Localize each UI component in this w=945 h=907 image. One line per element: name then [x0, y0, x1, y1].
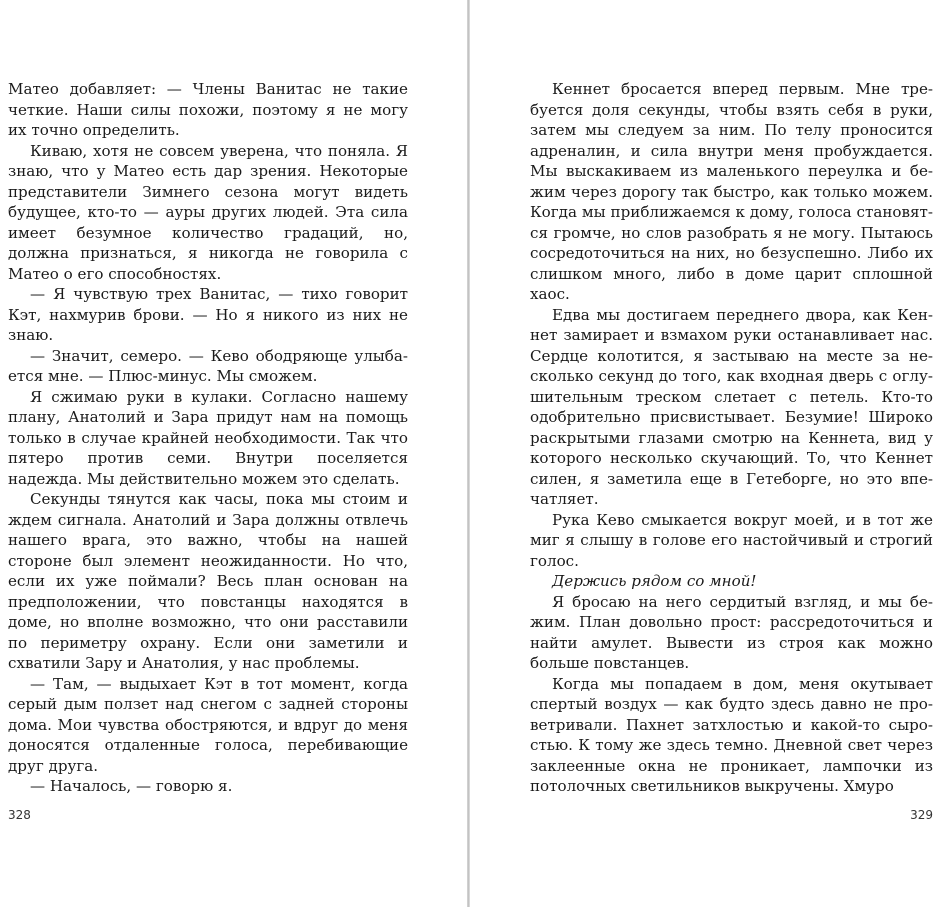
left-page-text	[8, 79, 408, 797]
book-gutter	[467, 0, 470, 907]
paragraph: Я бросаю на него сердитый взгляд, и мы бежим. План довольно прост: рассредоточиться и найти амулет. Вывести из строя как можно больше повстанцев.	[530, 592, 933, 672]
paragraph: — Я чувствую трех Ванитас, — тихо говорит Кэт, нахмурив брови. — Но я никого из них не знаю.	[8, 285, 408, 344]
right-page	[471, 0, 945, 907]
right-page-text	[530, 79, 933, 797]
page-number-right: 329	[910, 808, 933, 822]
paragraph: Кеннет бросается вперед первым. Мне требуется доля секунды, чтобы взять себя в руки, затем мы следуем за ним. По телу проносится адреналин, и сила внутри меня пробуждается. Мы выскакиваем из маленького переулка и бежим через дорогу так быстро, как только можем. Когда мы приближаемся к дому, голоса становятся громче, но слов разобрать я не могу. Пытаюсь сосредоточиться на них, но безуспешно. Либо их слишком много, либо в доме царит сплошной хаос.	[530, 80, 933, 303]
paragraph: Рука Кево смыкается вокруг моей, и в тот же миг я слышу в голове его настойчивый и строгий голос.	[530, 510, 933, 570]
paragraph: — Там, — выдыхает Кэт в тот момент, когда серый дым ползет над снегом с задней стороны дома. Мои чувства обостряются, и вдруг до меня доносятся отдаленные голоса, перебивающие друг друга.	[8, 674, 408, 775]
page-number-left: 328	[8, 808, 31, 822]
paragraph: Я сжимаю руки в кулаки. Согласно нашему плану, Анатолий и Зара придут нам на помощь только в случае крайней необходимости. Так что пятеро против семи. Внутри поселяется надежда. Мы действительно можем это сделать.	[8, 387, 408, 488]
italic-thought-paragraph: Держись рядом со мной!	[552, 572, 757, 590]
paragraph: — Началось, — говорю я.	[30, 777, 233, 795]
paragraph: Когда мы попадаем в дом, меня окутывает спертый воздух — как будто здесь давно не проветривали. Пахнет затхлостью и какой-то сыростью. К тому же здесь темно. Дневной свет через заклеенные окна не проникает, лампочки из потолочных светильников выкручены. Хмуро	[530, 674, 933, 795]
paragraph: Матео добавляет: — Члены Ванитас не такие четкие. Наши силы похожи, поэтому я не могу их точно определить.	[8, 80, 408, 139]
paragraph: Киваю, хотя не совсем уверена, что поняла. Я знаю, что у Матео есть дар зрения. Некоторые представители Зимнего сезона могут видеть будущее, кто-то — ауры других людей. Эта сила имеет безумное количество градаций, но, должна признаться, я никогда не говорила с Матео о его способностях.	[8, 141, 408, 283]
paragraph: Едва мы достигаем переднего двора, как Кеннет замирает и взмахом руки останавливает нас. Сердце колотится, я застываю на месте за несколько секунд до того, как входная дверь с оглушительным треском слетает с петель. Кто-то одобрительно присвистывает. Безумие! Широко раскрытыми глазами смотрю на Кеннета, вид у которого несколько скучающий. То, что Кеннет силен, я заметила еще в Гетеборге, но это впечатляет.	[530, 305, 933, 508]
paragraph: Секунды тянутся как часы, пока мы стоим и ждем сигнала. Анатолий и Зара должны отвлечь нашего врага, это важно, чтобы на нашей стороне был элемент неожиданности. Но что, если их уже поймали? Весь план основан на предположении, что повстанцы находятся в доме, но вполне возможно, что они расставили по периметру охрану. Если они заметили и схватили Зару и Анатолия, у нас проблемы.	[8, 490, 408, 672]
paragraph: — Значит, семеро. — Кево ободряюще улыбается мне. — Плюс-минус. Мы сможем.	[8, 346, 408, 385]
left-page	[0, 0, 468, 907]
